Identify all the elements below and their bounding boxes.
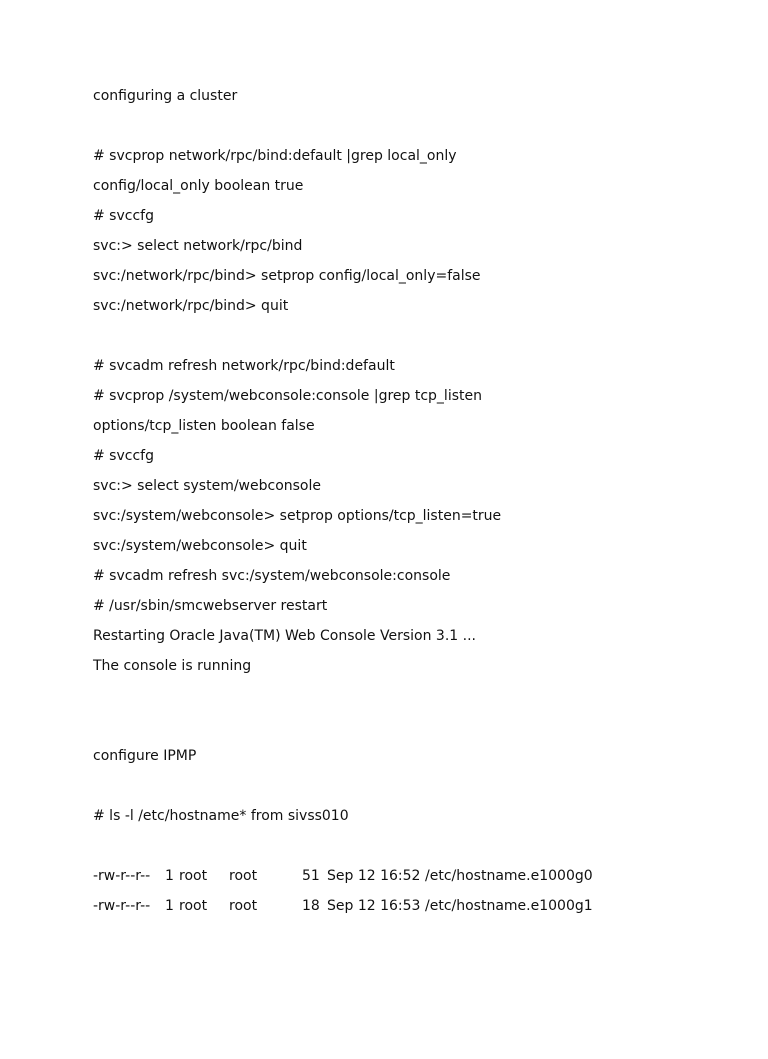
listing-date: Sep 12 16:52: [327, 868, 421, 884]
text-line: Restarting Oracle Java(TM) Web Console Version 3.1 ...: [93, 628, 476, 644]
listing-owner: root: [179, 868, 208, 884]
listing-group: root: [229, 868, 258, 884]
listing-size: 18: [302, 898, 320, 914]
text-line: # svccfg: [93, 208, 154, 224]
text-line: config/local_only boolean true: [93, 178, 304, 194]
text-line: # ls -l /etc/hostname* from sivss010: [93, 808, 349, 824]
listing-links: 1: [165, 868, 174, 884]
text-line: svc:/network/rpc/bind> quit: [93, 298, 289, 314]
text-line: The console is running: [93, 658, 252, 674]
text-line: # svcprop /system/webconsole:console |grep tcp_listen: [93, 388, 482, 404]
text-line: # svcadm refresh network/rpc/bind:default: [93, 358, 395, 374]
listing-perms: -rw-r--r--: [93, 898, 151, 914]
text-line: # svccfg: [93, 448, 154, 464]
listing-row: [93, 897, 593, 1059]
text-line: # /usr/sbin/smcwebserver restart: [93, 598, 328, 614]
text-line: svc:/system/webconsole> quit: [93, 538, 307, 554]
listing-date: Sep 12 16:53: [327, 898, 421, 914]
listing-owner: root: [179, 898, 208, 914]
section-heading-ipmp: configure IPMP: [93, 748, 197, 764]
listing-links: 1: [165, 898, 174, 914]
text-line: svc:/network/rpc/bind> setprop config/local_only=false: [93, 268, 481, 284]
text-line: svc:> select network/rpc/bind: [93, 238, 303, 254]
listing-path: /etc/hostname.e1000g1: [425, 898, 593, 914]
listing-perms: -rw-r--r--: [93, 868, 151, 884]
listing-path: /etc/hostname.e1000g0: [425, 868, 593, 884]
text-line: svc:> select system/webconsole: [93, 478, 321, 494]
listing-group: root: [229, 898, 258, 914]
text-line: # svcprop network/rpc/bind:default |grep local_only: [93, 148, 457, 164]
listing-size: 51: [302, 868, 320, 884]
text-line: options/tcp_listen boolean false: [93, 418, 315, 434]
text-line: # svcadm refresh svc:/system/webconsole:console: [93, 568, 451, 584]
text-line: svc:/system/webconsole> setprop options/tcp_listen=true: [93, 508, 502, 524]
section-heading-cluster: configuring a cluster: [93, 88, 238, 104]
